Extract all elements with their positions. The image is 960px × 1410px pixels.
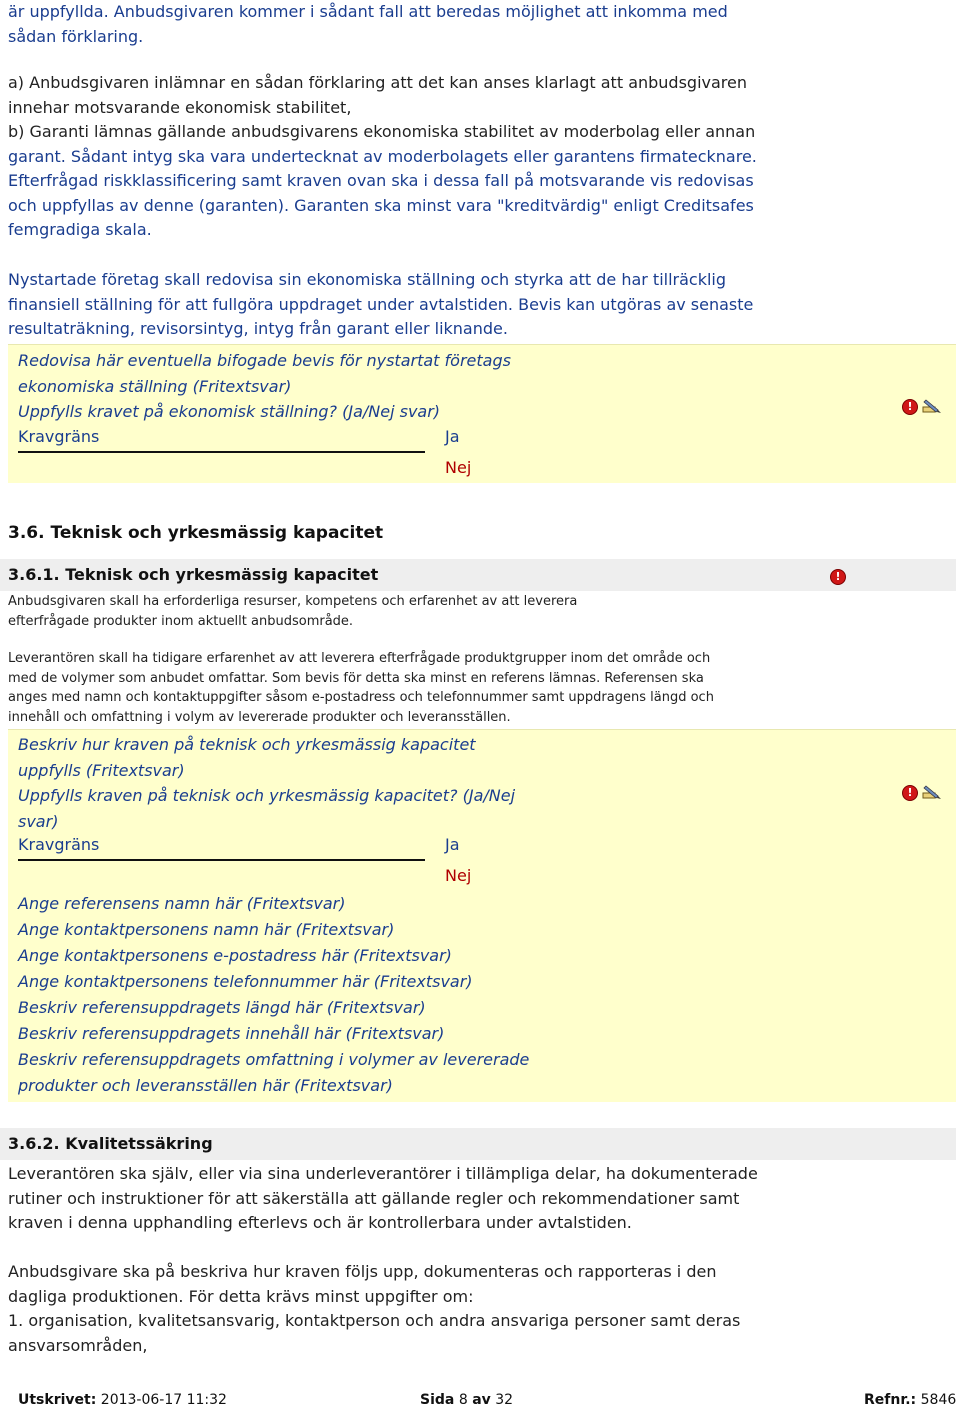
option-ja[interactable]: Ja (445, 427, 460, 446)
footer-page (420, 1392, 513, 1408)
text-line: rutiner och instruktioner för att säkerställa att gällande regler och rekommendationer samt (8, 1188, 740, 1208)
field-capacity-requirement[interactable] (18, 783, 515, 835)
option-list (8, 71, 757, 243)
text-line: kraven i denna upphandling efterlevs och är kontrollerbara under avtalstiden. (8, 1213, 632, 1232)
text-line: sådan förklaring. (8, 26, 144, 46)
kravgrans-divider (18, 859, 425, 861)
text-line: ansvarsområden, (8, 1335, 148, 1355)
text-line: är uppfyllda. Anbudsgivaren kommer i sådant fall att beredas möjlighet att inkomma med (8, 2, 728, 21)
field-label: Uppfylls kraven på teknisk och yrkesmässig kapacitet? (Ja/Nej (18, 786, 516, 805)
footer-printed-label: Utskrivet: (18, 1392, 97, 1408)
kravgrans-label: Kravgräns (18, 835, 100, 854)
text-line: resultaträkning, revisorsintyg, intyg från garant eller liknande. (8, 319, 508, 338)
text-line: finansiell ställning för att fullgöra uppdraget under avtalstiden. Bevis kan utgöras av senaste (8, 294, 754, 314)
warning-icon[interactable]: ! (902, 399, 918, 415)
field-label: uppfylls (Fritextsvar) (18, 761, 185, 780)
kravgrans-label: Kravgräns (18, 427, 100, 446)
text-line: a) Anbudsgivaren inlämnar en sådan förklaring att det kan anses klarlagt att anbudsgivaren (8, 73, 748, 92)
section-heading-3-6: 3.6. Teknisk och yrkesmässig kapacitet (8, 523, 384, 543)
field-label: svar) (18, 812, 59, 831)
answer-box-economic (8, 344, 956, 483)
option-nej[interactable]: Nej (445, 866, 472, 885)
text-line: garant. Sådant intyg ska vara undertecknat av moderbolagets eller garantens firmatecknare. (8, 146, 757, 166)
option-nej[interactable]: Nej (445, 458, 472, 477)
text-line: innehåll och omfattning i volym av levererade produkter och leveransställen. (8, 709, 511, 725)
text-line: anges med namn och kontaktuppgifter såsom e-postadress och telefonnummer samt uppdragens längd och (8, 690, 714, 705)
field-contact-email[interactable]: Ange kontaktpersonens e-postadress här (Fritextsvar) (18, 946, 452, 965)
footer-ref-value: 5846 (920, 1392, 957, 1408)
footer-page-number: 8 (458, 1392, 468, 1408)
text-line: Anbudsgivare ska på beskriva hur kraven följs upp, dokumenteras och rapporteras i den (8, 1262, 717, 1281)
edit-tool-icon[interactable] (922, 398, 942, 414)
field-contact-name[interactable]: Ange kontaktpersonens namn här (Fritextsvar) (18, 920, 395, 939)
capacity-paragraph-1 (8, 592, 577, 631)
field-economic-requirement[interactable]: Uppfylls kravet på ekonomisk ställning? (Ja/Nej svar) (18, 402, 441, 421)
subsection-heading-3-6-2: 3.6.2. Kvalitetssäkring (8, 1134, 213, 1153)
field-label: Redovisa här eventuella bifogade bevis för nystartat företags (18, 351, 511, 370)
field-assignment-length[interactable]: Beskriv referensuppdragets längd här (Fritextsvar) (18, 998, 426, 1017)
reference-fields (18, 891, 529, 1099)
footer-ref-label: Refnr.: (864, 1392, 917, 1408)
text-line: och uppfyllas av denne (garanten). Garanten ska minst vara "kreditvärdig" enligt Creditsafes (8, 195, 754, 215)
field-capacity-description[interactable] (18, 732, 476, 784)
text-line: Leverantören skall ha tidigare erfarenhet av att leverera efterfrågade produktgrupper inom det område och (8, 651, 711, 666)
capacity-paragraph-2 (8, 649, 714, 727)
text-line: dagliga produktionen. För detta krävs minst uppgifter om: (8, 1286, 474, 1306)
warning-icon[interactable]: ! (902, 785, 918, 801)
text-line: 1. organisation, kvalitetsansvarig, kontaktperson och andra ansvariga personer samt deras (8, 1311, 741, 1330)
field-label: Beskriv hur kraven på teknisk och yrkesmässig kapacitet (18, 735, 476, 754)
field-reference-name[interactable]: Ange referensens namn här (Fritextsvar) (18, 894, 346, 913)
footer-page-label: Sida (420, 1392, 455, 1408)
footer-ref (864, 1392, 956, 1408)
subsection-heading-3-6-1: 3.6.1. Teknisk och yrkesmässig kapacitet (8, 565, 379, 584)
footer-page-total: 32 (495, 1392, 514, 1408)
field-contact-phone[interactable]: Ange kontaktpersonens telefonnummer här (Fritextsvar) (18, 972, 473, 991)
field-assignment-content[interactable]: Beskriv referensuppdragets innehåll här (Fritextsvar) (18, 1024, 445, 1043)
footer-printed (18, 1392, 227, 1408)
field-assignment-volume-cont: produkter och leveransställen här (Fritextsvar) (18, 1076, 393, 1095)
edit-tool-icon[interactable] (922, 784, 942, 800)
answer-box-capacity (8, 729, 956, 1102)
text-line: Nystartade företag skall redovisa sin ekonomiska ställning och styrka att de har tillräcklig (8, 270, 727, 289)
text-line: med de volymer som anbudet omfattar. Som bevis för detta ska minst en referens lämnas. Referensen ska (8, 670, 704, 686)
footer-page-of: av (472, 1392, 491, 1408)
startup-paragraph (8, 268, 753, 342)
text-line: Anbudsgivaren skall ha erforderliga resurser, kompetens och erfarenhet av att leverera (8, 594, 578, 609)
subsection-bar-3-6-2 (0, 1128, 956, 1160)
field-startup-proof[interactable] (18, 348, 511, 400)
warning-icon[interactable]: ! (830, 569, 846, 585)
footer-printed-value: 2013-06-17 11:32 (100, 1392, 227, 1408)
option-ja[interactable]: Ja (445, 835, 460, 854)
field-label: ekonomiska ställning (Fritextsvar) (18, 377, 292, 396)
field-assignment-volume[interactable]: Beskriv referensuppdragets omfattning i volymer av levererade (18, 1050, 530, 1069)
text-line: innehar motsvarande ekonomisk stabilitet, (8, 97, 352, 117)
text-line: Leverantören ska själv, eller via sina underleverantörer i tillämpliga delar, ha dokumenterade (8, 1164, 758, 1183)
text-line: efterfrågade produkter inom aktuellt anbudsområde. (8, 613, 354, 629)
text-line: b) Garanti lämnas gällande anbudsgivarens ekonomiska stabilitet av moderbolag eller annan (8, 122, 756, 141)
text-line: femgradiga skala. (8, 220, 152, 239)
subsection-bar-3-6-1 (0, 559, 956, 591)
text-line: Efterfrågad riskklassificering samt kraven ovan ska i dessa fall på motsvarande vis redovisas (8, 171, 754, 190)
intro-paragraph (8, 0, 728, 49)
quality-paragraph-2 (8, 1260, 740, 1358)
quality-paragraph-1 (8, 1162, 758, 1236)
kravgrans-divider (18, 451, 425, 453)
